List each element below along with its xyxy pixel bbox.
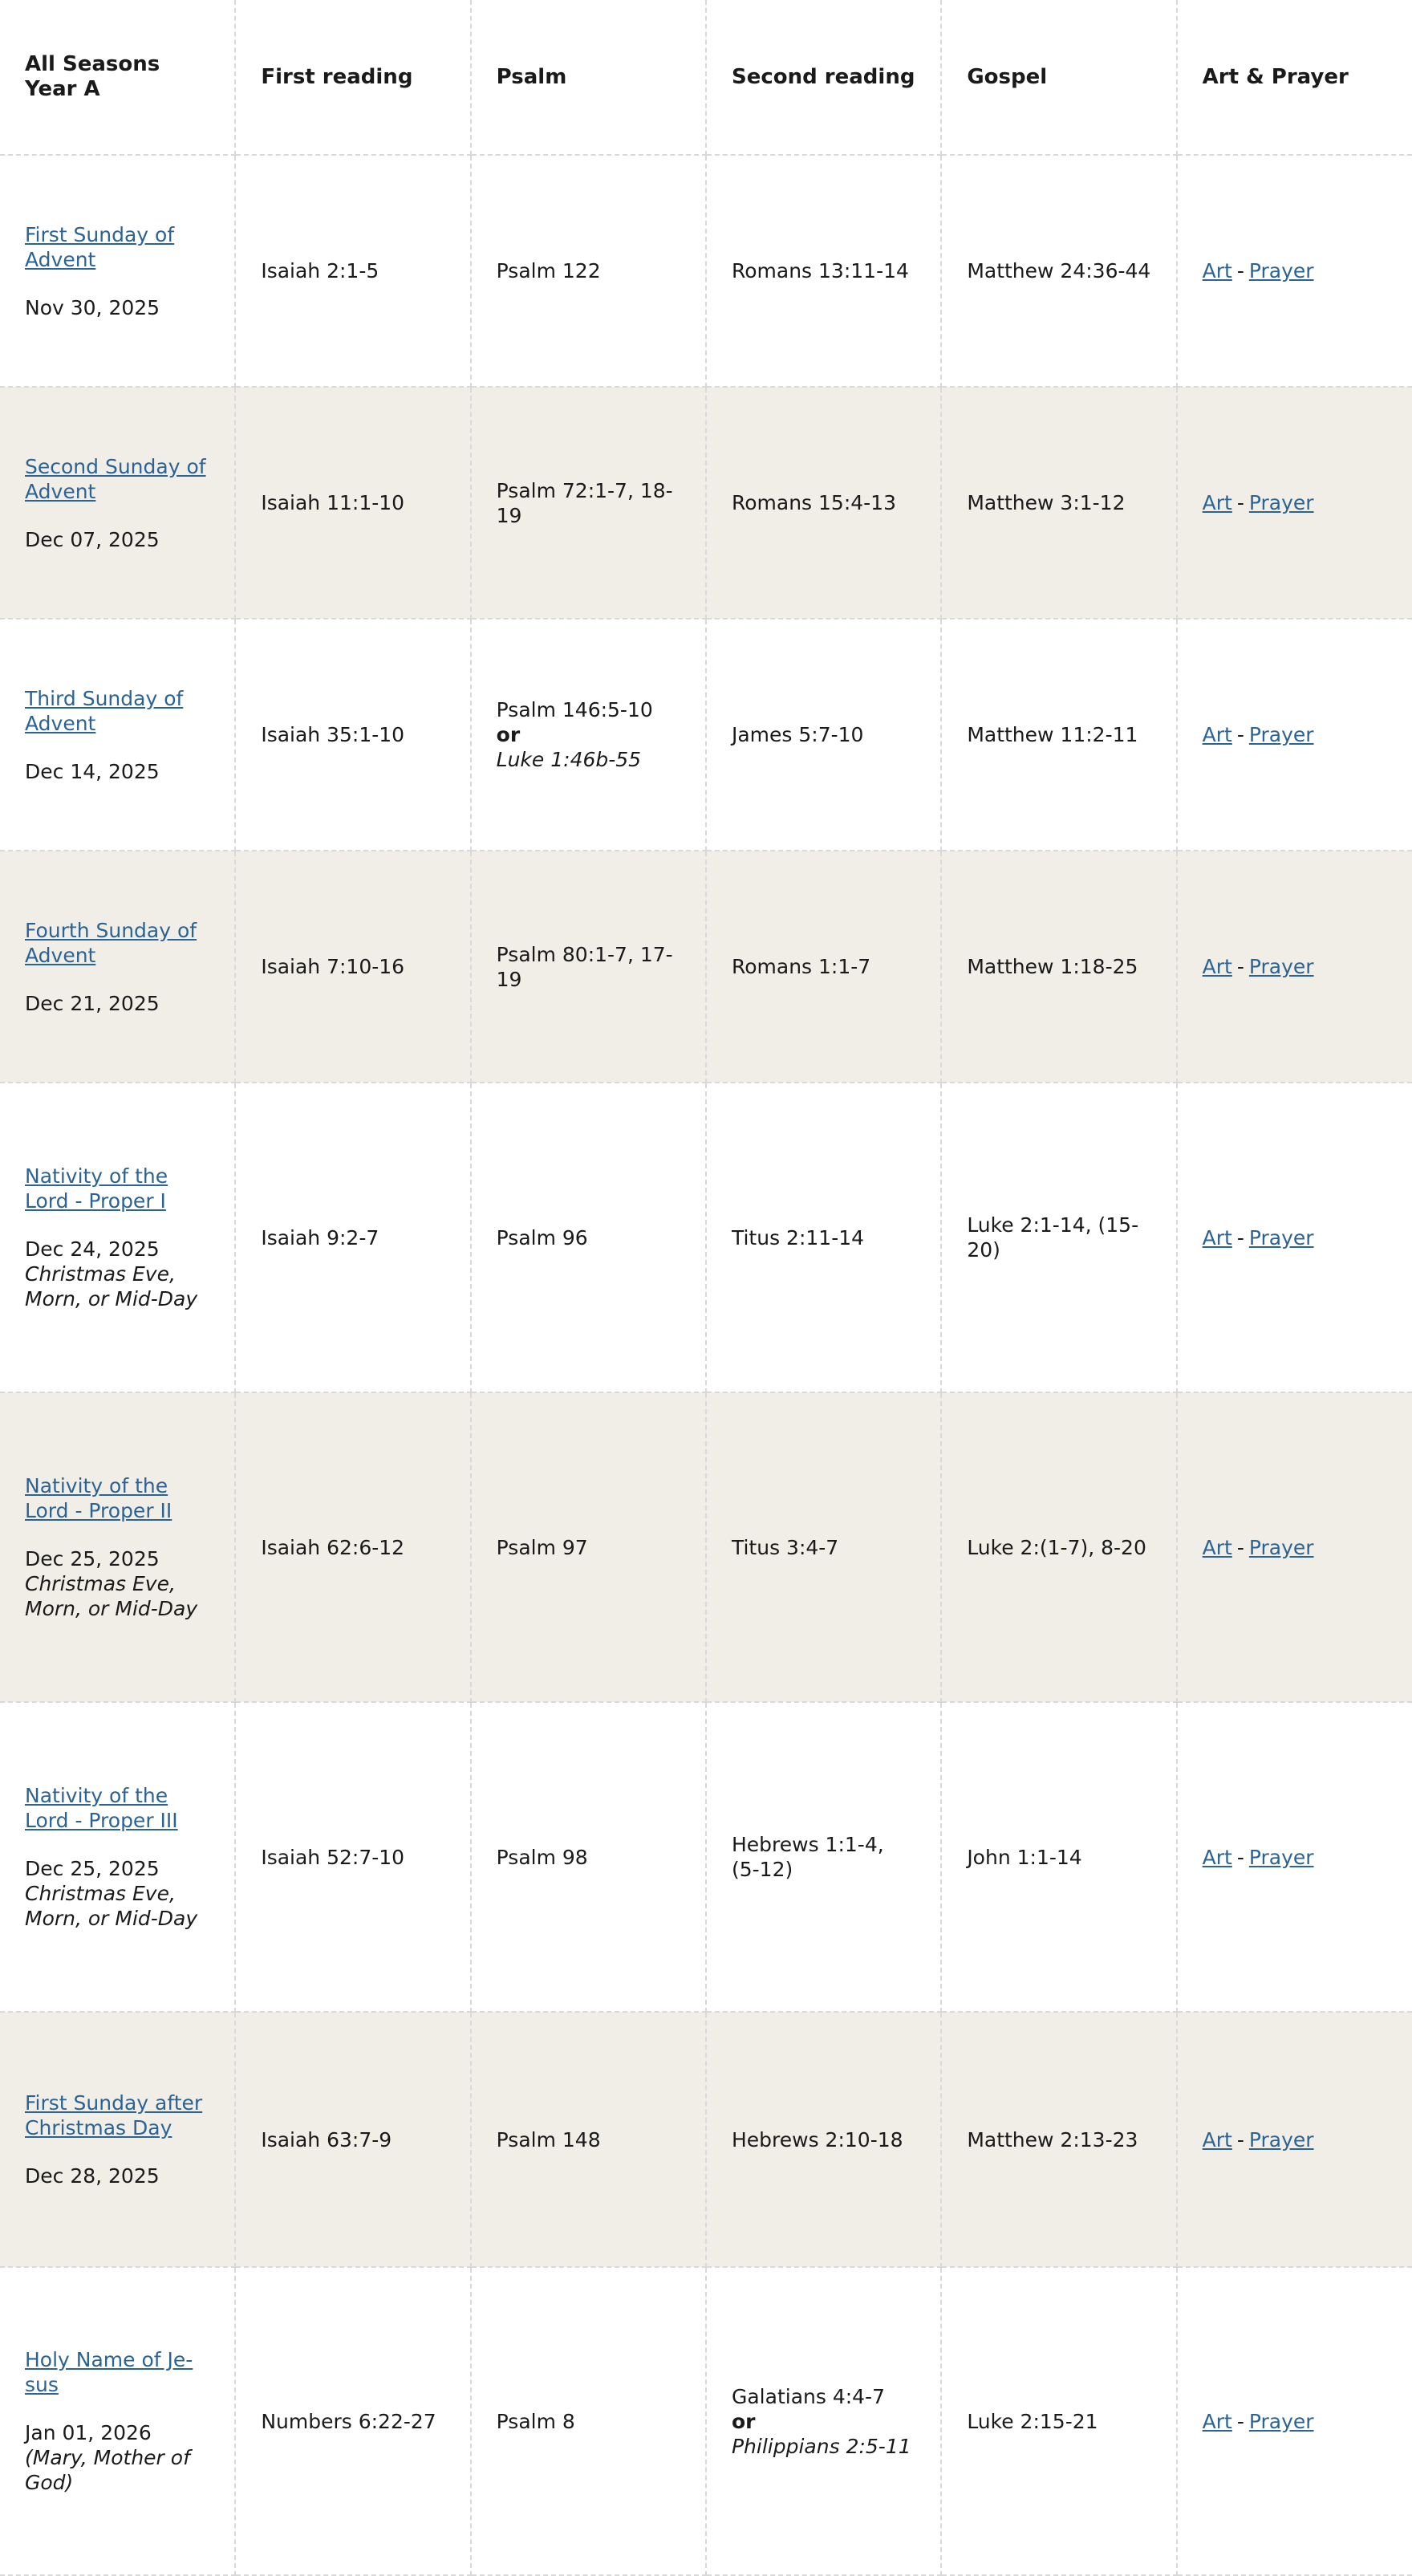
second-reading-cell [706, 851, 941, 1083]
psalm-alt-text: Luke 1:46b-55 [496, 748, 642, 771]
season-cell [0, 1083, 235, 1392]
second-reading-cell [706, 619, 941, 851]
prayer-link[interactable]: Prayer [1248, 1225, 1314, 1249]
art-prayer-cell [1177, 1702, 1412, 2012]
psalm-text: Psalm 8 [496, 2409, 575, 2433]
art-link[interactable]: Art [1202, 259, 1232, 282]
service-note: (Mary, Mother of God) [25, 2446, 190, 2494]
header-first-reading: First reading [235, 0, 470, 155]
art-link[interactable]: Art [1202, 2409, 1232, 2433]
service-date: Jan 01, 2026 [25, 2421, 152, 2444]
sunday-link[interactable]: Holy Name of Je-sus [25, 2348, 193, 2396]
sunday-link[interactable]: Second Sunday of Advent [25, 454, 206, 503]
service-date: Dec 28, 2025 [25, 2164, 160, 2188]
gospel-cell: Matthew 24:36-44 [941, 155, 1176, 387]
separator: - [1236, 723, 1244, 746]
service-note: Christmas Eve, Morn, or Mid-Day [25, 1572, 198, 1620]
psalm-text: Psalm 97 [496, 1535, 588, 1559]
separator: - [1236, 259, 1244, 282]
psalm-cell [471, 619, 706, 851]
prayer-link[interactable]: Prayer [1248, 259, 1314, 282]
service-date: Dec 25, 2025 [25, 1857, 160, 1880]
service-note: Christmas Eve, Morn, or Mid-Day [25, 1882, 198, 1930]
prayer-link[interactable]: Prayer [1248, 2409, 1314, 2433]
art-prayer-cell [1177, 387, 1412, 619]
art-link[interactable]: Art [1202, 1225, 1232, 1249]
psalm-text: Psalm 80:1-7, 17-19 [496, 942, 673, 991]
prayer-link[interactable]: Prayer [1248, 491, 1314, 514]
first-reading-cell: Isaiah 52:7-10 [235, 1702, 470, 2012]
psalm-text: Psalm 122 [496, 259, 601, 282]
table-body [0, 155, 1412, 2575]
separator: - [1236, 2409, 1244, 2433]
header-art-prayer: Art & Prayer [1177, 0, 1412, 155]
sunday-link[interactable]: Nativity of the Lord - Proper I [25, 1164, 168, 1213]
psalm-cell [471, 1083, 706, 1392]
table-row [0, 387, 1412, 619]
gospel-cell: John 1:1-14 [941, 1702, 1176, 2012]
first-reading-cell: Isaiah 63:7-9 [235, 2012, 470, 2267]
gospel-cell: Luke 2:(1-7), 8-20 [941, 1392, 1176, 1702]
season-cell [0, 155, 235, 387]
table-row [0, 2012, 1412, 2267]
art-prayer-cell [1177, 2267, 1412, 2575]
header-second-reading: Second reading [706, 0, 941, 155]
separator: - [1236, 1535, 1244, 1559]
season-cell [0, 1392, 235, 1702]
header-season: All Seasons Year A [0, 0, 235, 155]
service-date: Dec 24, 2025 [25, 1237, 160, 1261]
season-cell [0, 2012, 235, 2267]
first-reading-cell: Isaiah 62:6-12 [235, 1392, 470, 1702]
table-row [0, 851, 1412, 1083]
psalm-cell [471, 387, 706, 619]
second-reading-cell [706, 155, 941, 387]
art-link[interactable]: Art [1202, 723, 1232, 746]
art-prayer-cell [1177, 1392, 1412, 1702]
separator: - [1236, 955, 1244, 978]
table-row [0, 2267, 1412, 2575]
separator: - [1236, 2127, 1244, 2151]
psalm-cell [471, 1702, 706, 2012]
art-prayer-cell [1177, 155, 1412, 387]
sunday-link[interactable]: Nativity of the Lord - Proper III [25, 1784, 178, 1832]
separator: - [1236, 1225, 1244, 1249]
art-link[interactable]: Art [1202, 1535, 1232, 1559]
season-cell [0, 2267, 235, 2575]
second-reading-alt-text: Philippians 2:5-11 [731, 2434, 911, 2458]
art-prayer-cell [1177, 619, 1412, 851]
second-reading-text: Romans 15:4-13 [731, 491, 896, 514]
psalm-cell [471, 2012, 706, 2267]
second-reading-text: Hebrews 2:10-18 [731, 2127, 903, 2151]
prayer-link[interactable]: Prayer [1248, 1535, 1314, 1559]
psalm-text: Psalm 72:1-7, 18-19 [496, 478, 673, 527]
second-reading-cell [706, 2267, 941, 2575]
sunday-link[interactable]: Fourth Sunday of Advent [25, 918, 197, 967]
art-link[interactable]: Art [1202, 2127, 1232, 2151]
table-row [0, 1083, 1412, 1392]
first-reading-cell: Isaiah 9:2-7 [235, 1083, 470, 1392]
second-reading-text: Titus 2:11-14 [731, 1225, 865, 1249]
or-label: or [496, 723, 521, 746]
second-reading-cell [706, 2012, 941, 2267]
service-date: Dec 07, 2025 [25, 527, 160, 551]
prayer-link[interactable]: Prayer [1248, 955, 1314, 978]
service-note: Christmas Eve, Morn, or Mid-Day [25, 1262, 198, 1310]
art-link[interactable]: Art [1202, 955, 1232, 978]
table-row [0, 1702, 1412, 2012]
service-date: Dec 14, 2025 [25, 759, 160, 783]
second-reading-text: Hebrews 1:1-4, (5-12) [731, 1833, 884, 1881]
sunday-link[interactable]: Nativity of the Lord - Proper II [25, 1474, 172, 1522]
gospel-cell: Matthew 11:2-11 [941, 619, 1176, 851]
psalm-cell [471, 2267, 706, 2575]
second-reading-text: Titus 3:4-7 [731, 1535, 839, 1559]
separator: - [1236, 491, 1244, 514]
table-row [0, 155, 1412, 387]
table-row [0, 1392, 1412, 1702]
season-cell [0, 851, 235, 1083]
second-reading-text: James 5:7-10 [731, 723, 864, 746]
or-label: or [731, 2409, 756, 2433]
art-prayer-cell [1177, 1083, 1412, 1392]
service-date: Nov 30, 2025 [25, 295, 160, 319]
gospel-cell: Matthew 1:18-25 [941, 851, 1176, 1083]
second-reading-cell [706, 387, 941, 619]
first-reading-cell: Numbers 6:22-27 [235, 2267, 470, 2575]
gospel-cell: Matthew 3:1-12 [941, 387, 1176, 619]
second-reading-text: Romans 13:11-14 [731, 259, 909, 282]
psalm-text: Psalm 96 [496, 1225, 588, 1249]
table-row [0, 619, 1412, 851]
sunday-link[interactable]: First Sunday after Christmas Day [25, 2091, 203, 2139]
prayer-link[interactable]: Prayer [1248, 723, 1314, 746]
art-prayer-cell [1177, 851, 1412, 1083]
first-reading-cell: Isaiah 35:1-10 [235, 619, 470, 851]
psalm-cell [471, 155, 706, 387]
second-reading-cell [706, 1702, 941, 2012]
art-prayer-cell [1177, 2012, 1412, 2267]
header-gospel: Gospel [941, 0, 1176, 155]
psalm-text: Psalm 146:5-10 [496, 698, 653, 721]
first-reading-cell: Isaiah 11:1-10 [235, 387, 470, 619]
header-row [0, 0, 1412, 155]
first-reading-cell: Isaiah 2:1-5 [235, 155, 470, 387]
season-cell [0, 619, 235, 851]
header-psalm: Psalm [471, 0, 706, 155]
separator: - [1236, 1845, 1244, 1869]
second-reading-cell [706, 1392, 941, 1702]
prayer-link[interactable]: Prayer [1248, 1845, 1314, 1869]
season-cell [0, 1702, 235, 2012]
psalm-cell [471, 851, 706, 1083]
service-date: Dec 21, 2025 [25, 991, 160, 1015]
second-reading-text: Romans 1:1-7 [731, 955, 871, 978]
service-date: Dec 25, 2025 [25, 1547, 160, 1570]
prayer-link[interactable]: Prayer [1248, 2127, 1314, 2151]
season-cell [0, 387, 235, 619]
art-link[interactable]: Art [1202, 491, 1232, 514]
second-reading-text: Galatians 4:4-7 [731, 2384, 885, 2408]
sunday-link[interactable]: Third Sunday of Advent [25, 686, 184, 735]
gospel-cell: Matthew 2:13-23 [941, 2012, 1176, 2267]
psalm-cell [471, 1392, 706, 1702]
art-link[interactable]: Art [1202, 1845, 1232, 1869]
first-reading-cell: Isaiah 7:10-16 [235, 851, 470, 1083]
psalm-text: Psalm 98 [496, 1845, 588, 1869]
sunday-link[interactable]: First Sunday of Advent [25, 222, 175, 271]
gospel-cell: Luke 2:1-14, (15-20) [941, 1083, 1176, 1392]
gospel-cell: Luke 2:15-21 [941, 2267, 1176, 2575]
psalm-text: Psalm 148 [496, 2127, 601, 2151]
second-reading-cell [706, 1083, 941, 1392]
